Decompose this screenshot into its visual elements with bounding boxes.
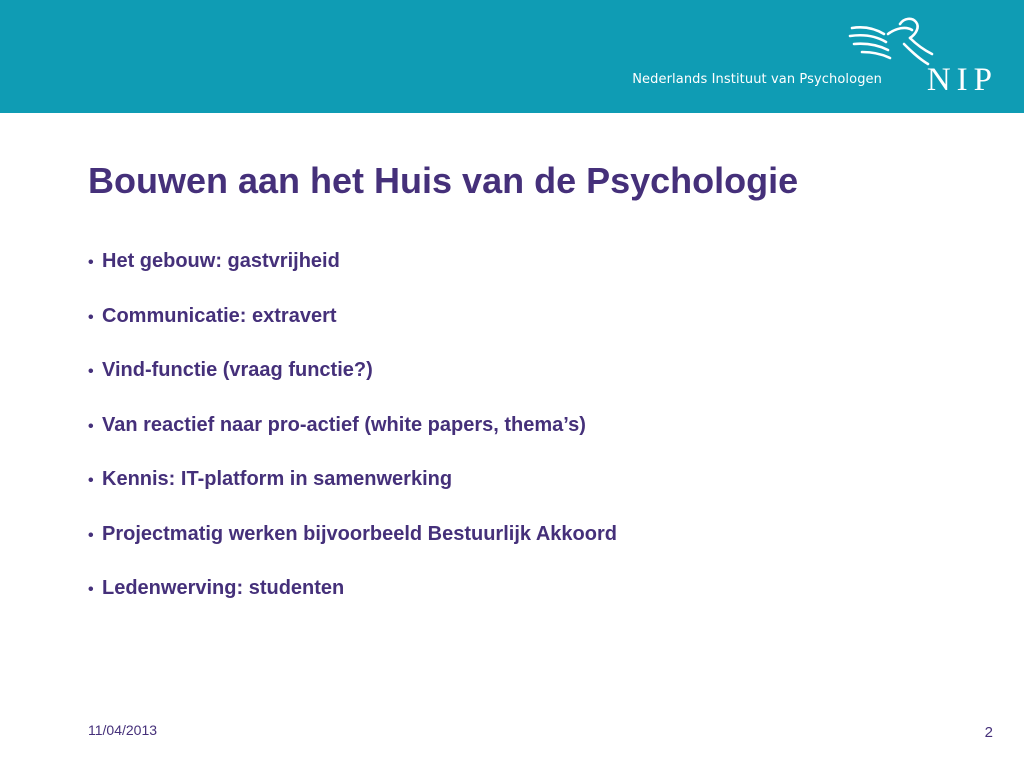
bullet-text: Vind-functie (vraag functie?)	[102, 359, 373, 381]
bullet-dot-icon: •	[88, 254, 94, 271]
bullet-item	[88, 522, 617, 577]
bullet-text: Het gebouw: gastvrijheid	[102, 250, 340, 272]
bullet-item	[88, 413, 617, 468]
nip-logo	[632, 14, 998, 100]
bullet-dot-icon: •	[88, 472, 94, 489]
bullet-text: Kennis: IT-platform in samenwerking	[102, 468, 453, 490]
bullet-dot-icon: •	[88, 363, 94, 380]
bullet-item	[88, 358, 617, 413]
org-name: Nederlands Instituut van Psychologen	[632, 72, 882, 87]
page-number: 2	[984, 724, 993, 741]
bullet-item	[88, 249, 617, 304]
bullet-dot-icon: •	[88, 581, 94, 598]
nip-swan-logo-icon	[844, 14, 936, 72]
bullet-list	[88, 249, 617, 631]
slide-title: Bouwen aan het Huis van de Psychologie	[88, 160, 799, 201]
bullet-text: Communicatie: extravert	[102, 304, 337, 327]
bullet-text: Van reactief naar pro-actief (white papers, thema’s)	[102, 413, 586, 436]
bullet-text: Ledenwerving: studenten	[102, 577, 345, 599]
bullet-dot-icon: •	[88, 526, 94, 544]
bullet-dot-icon: •	[88, 417, 94, 435]
bullet-dot-icon: •	[88, 308, 94, 326]
bullet-item	[88, 467, 617, 522]
bullet-item	[88, 576, 617, 631]
bullet-item	[88, 304, 617, 359]
org-abbreviation: NIP	[926, 62, 998, 98]
footer-date: 11/04/2013	[88, 722, 158, 738]
bullet-text: Projectmatig werken bijvoorbeeld Bestuurlijk Akkoord	[102, 522, 617, 545]
header-band	[0, 0, 1024, 113]
